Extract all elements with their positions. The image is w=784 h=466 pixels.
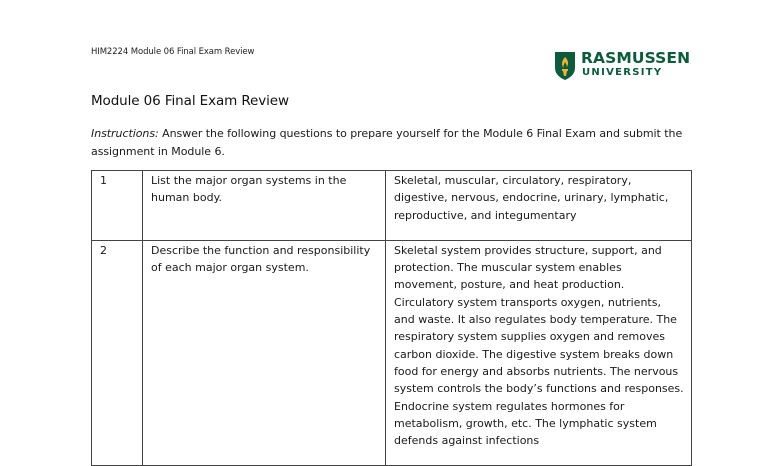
page-title: Module 06 Final Exam Review xyxy=(91,93,289,109)
instructions-paragraph xyxy=(91,125,706,160)
answer-cell: Skeletal system provides structure, support, and protection. The muscular system enables movement, posture, and heat production. Circulatory system transports oxygen, nutrients, and waste. It also regulates body temperature. The respiratory system supplies oxygen and removes carbon dioxide. The digestive system breaks down food for energy and absorbs nutrients. The nervous system controls the body’s functions and responses. Endocrine system regulates hormones for metabolism, growth, etc. The lymphatic system defends against infections xyxy=(386,240,692,466)
question-cell: List the major organ systems in the human body. xyxy=(143,171,386,241)
question-cell: Describe the function and responsibility of each major organ system. xyxy=(143,240,386,466)
table-row xyxy=(92,171,692,241)
row-number: 2 xyxy=(92,240,143,466)
university-logo xyxy=(554,50,694,82)
review-table xyxy=(91,170,692,466)
logo-subtitle: UNIVERSITY xyxy=(582,67,663,78)
answer-cell: Skeletal, muscular, circulatory, respiratory, digestive, nervous, endocrine, urinary, lymphatic, reproductive, and integumentary xyxy=(386,171,692,241)
logo-wordmark: RASMUSSEN xyxy=(581,49,691,67)
torch-flame-icon xyxy=(554,50,576,80)
table-row xyxy=(92,240,692,466)
row-number: 1 xyxy=(92,171,143,241)
instructions-text: Answer the following questions to prepare yourself for the Module 6 Final Exam and submit the assignment in Module 6. xyxy=(91,127,683,158)
instructions-label: Instructions: xyxy=(91,127,159,140)
course-header: HIM2224 Module 06 Final Exam Review xyxy=(91,47,255,57)
